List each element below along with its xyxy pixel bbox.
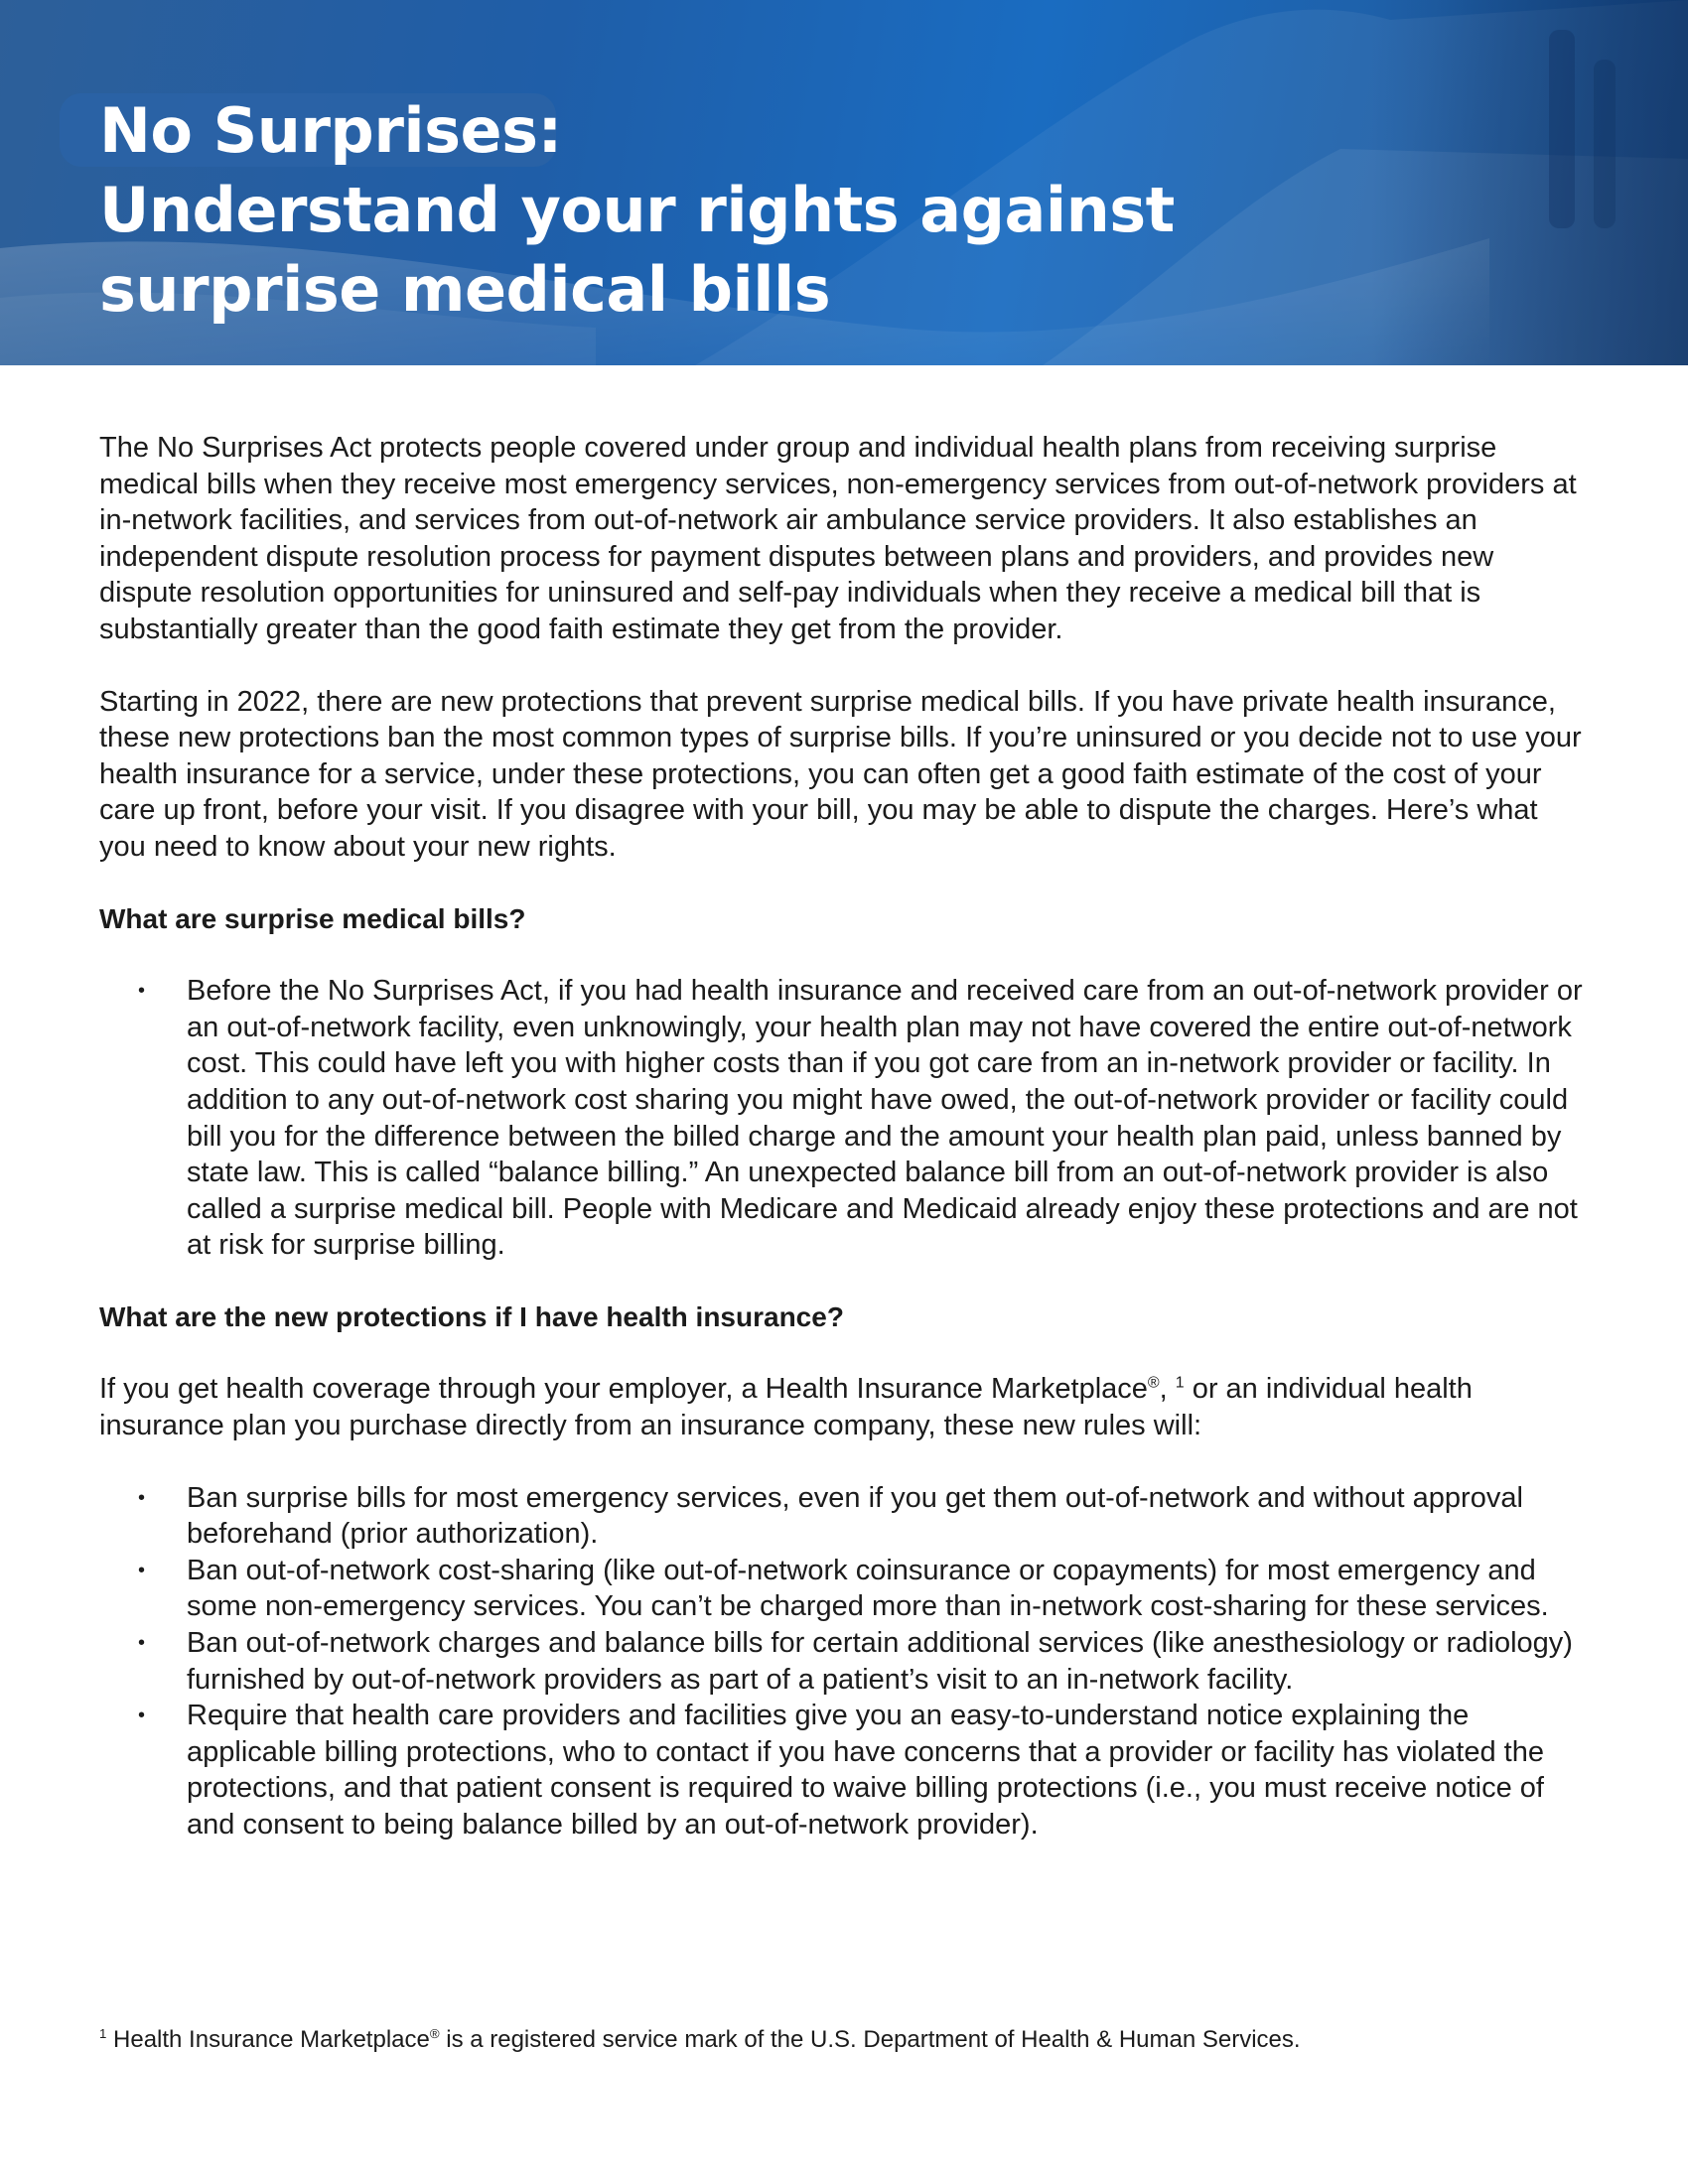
list-item xyxy=(138,1553,1589,1625)
footnote-reference: 1 xyxy=(1175,1374,1185,1392)
intro-paragraph-2: Starting in 2022, there are new protections that prevent surprise medical bills. If you have private health insurance, these new protections ban the most common types of surprise bills. If you’re uninsured or you decide not to use your health insurance for a service, under these protections, you can often get a good faith estimate of the cost of your care up front, before your visit. If you disagree with your bill, you may be able to dispute the charges. Here’s what you need to know about your new rights. xyxy=(99,685,1582,863)
footnote-text: Health Insurance Marketplace xyxy=(106,2026,430,2053)
list-item xyxy=(138,1625,1589,1698)
list-item-text: Ban surprise bills for most emergency services, even if you get them out-of-network and without approval beforehand (prior authorization). xyxy=(187,1481,1523,1551)
list-item-text: Ban out-of-network cost-sharing (like out-of-network coinsurance or copayments) for most emergency and some non-emergency services. You can’t be charged more than in-network cost-sharing for these services. xyxy=(187,1554,1549,1623)
title-line-1: No Surprises: xyxy=(99,94,562,167)
title-line-2: Understand your rights against xyxy=(99,174,1175,246)
bullet-icon: • xyxy=(138,1632,146,1655)
protections-intro-paragraph: If you get health coverage through your employer, a Health Insurance Marketplace®, $^1$ or an individual health insurance plan you purchase directly from an insurance company, these new rules will: xyxy=(99,1373,1473,1442)
new-protections-list xyxy=(99,1480,1589,1843)
protections-intro-text-end: or an individual health insurance plan you purchase directly from an insurance company, these new rules will: xyxy=(99,1373,1473,1442)
list-item-text: Require that health care providers and facilities give you an easy-to-understand notice explaining the applicable billing protections, who to contact if you have concerns that a provider or facility has violated the protections, and that patient consent is required to waive billing protections (i.e., you must receive notice of and consent to being balance billed by an out-of-network provider). xyxy=(187,1700,1544,1841)
list-item xyxy=(138,1480,1589,1553)
list-item xyxy=(138,1698,1589,1843)
intro-paragraph-1: The No Surprises Act protects people covered under group and individual health plans from receiving surprise medical bills when they receive most emergency services, non-emergency services from out-of-network providers at in-network facilities, and services from out-of-network air ambulance service providers. It also establishes an independent dispute resolution process for payment disputes between plans and providers, and provides new dispute resolution opportunities for uninsured and self-pay individuals when they receive a medical bill that is substantially greater than the good faith estimate they get from the provider. xyxy=(99,432,1577,645)
page-title xyxy=(99,91,1175,330)
section-heading-new-protections: What are the new protections if I have health insurance? xyxy=(99,1300,844,1332)
registered-mark: ® xyxy=(1147,1374,1160,1392)
list-item-text: Ban out-of-network charges and balance bills for certain additional services (like anesthesiology or radiology) furnished by out-of-network providers as part of a patient’s visit to an in-network facility. xyxy=(187,1627,1573,1696)
bullet-icon: • xyxy=(138,1705,146,1727)
header-banner xyxy=(0,0,1688,365)
surprise-bills-list xyxy=(99,973,1589,1264)
bullet-icon: • xyxy=(138,1486,146,1509)
title-line-3: surprise medical bills xyxy=(99,253,831,326)
list-item-text: Before the No Surprises Act, if you had health insurance and received care from an out-of-network provider or an out-of-network facility, even unknowingly, your health plan may not have covered the entire out-of-network cost. This could have left you with higher costs than if you got care from an in-network provider or facility. In addition to any out-of-network cost sharing you might have owed, the out-of-network provider or facility could bill you for the difference between the billed charge and the amount your health plan paid, unless banned by state law. This is called “balance billing.” An unexpected balance bill from an out-of-network provider is also called a surprise medical bill. People with Medicare and Medicaid already enjoy these protections and are not at risk for surprise billing. xyxy=(187,975,1583,1262)
footnote xyxy=(99,2024,1301,2056)
footnote-registered-mark: ® xyxy=(429,2026,440,2041)
section-heading-surprise-bills: What are surprise medical bills? xyxy=(99,902,526,934)
protections-intro-text: If you get health coverage through your employer, a Health Insurance Marketplace xyxy=(99,1373,1148,1406)
main-content xyxy=(99,430,1589,1843)
bullet-icon: • xyxy=(138,980,146,1003)
footnote-text-end: is a registered service mark of the U.S. Department of Health & Human Services. xyxy=(439,2026,1301,2053)
bullet-icon: • xyxy=(138,1559,146,1581)
list-item xyxy=(138,973,1589,1264)
footnote-number: 1 xyxy=(99,2026,107,2041)
